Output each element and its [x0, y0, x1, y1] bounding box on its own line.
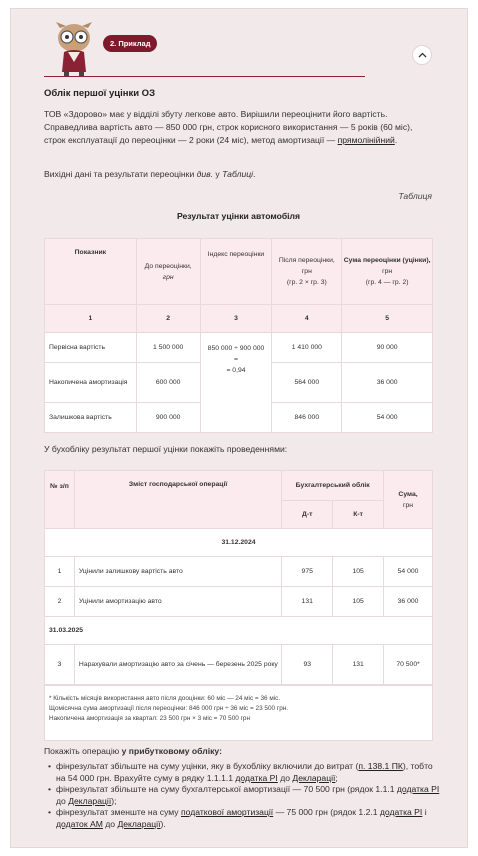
declaration-link[interactable]: Декларації — [117, 818, 161, 829]
operation-text: Нарахували амортизацію авто за січень — березень 2025 року — [74, 645, 281, 685]
col-header-after: Після переоцінки, грн (гр. 2 × гр. 3) — [272, 239, 342, 305]
entries-table — [44, 470, 433, 685]
col-header-debit: Д-т — [282, 501, 333, 529]
row-label: Первісна вартість — [45, 333, 137, 363]
footnote-line: Накопичена амортизація за квартал: 23 500 грн × 3 міс = 70 500 грн — [49, 715, 250, 722]
sum-value: 70 500* — [384, 645, 433, 685]
debit-account: 131 — [282, 587, 333, 617]
date-label: 31.03.2025 — [45, 617, 433, 645]
credit-account: 131 — [333, 645, 384, 685]
footnote — [44, 685, 433, 741]
list-item: • фінрезультат збільште на суму уцінки, яку в бухобліку включили до витрат (п. 138.1 ПК), тобто на 54 000 грн. Врахуйте суму в рядку 1.1.1.1 додатка РІ до Декларації; — [48, 761, 440, 784]
before-value: 600 000 — [136, 363, 200, 403]
row-label: Залишкова вартість — [45, 403, 137, 433]
date-label: 31.12.2024 — [45, 529, 433, 557]
source-text: Вихідні дані та результати переоцінки — [44, 169, 197, 179]
row-number: 2 — [45, 587, 75, 617]
collapse-button[interactable] — [412, 45, 432, 65]
col-header-diff: Сума переоцінки (уцінки), грн (гр. 4 — гр. 2) — [342, 239, 433, 305]
before-value: 1 500 000 — [136, 333, 200, 363]
tax-amortization-link[interactable]: податкової амортизації — [181, 807, 274, 817]
row-number: 1 — [45, 557, 75, 587]
col-number: 1 — [45, 305, 137, 333]
chevron-up-icon — [418, 52, 427, 58]
divider — [44, 76, 365, 77]
intro-end: . — [394, 135, 398, 145]
intro-text: ТОВ «Здорово» має у відділі збуту легкове авто. Вирішили переоцінити його вартість. Справедлива вартість авто — 850 000 грн, строк корисного використання — 5 років (60 міс), строк експлуатації до переоцінки — 2 роки (24 міс), метод амортизації — — [44, 109, 413, 145]
footnote-line: Щомісячна сума амортизації після переоцінки: 846 000 грн ÷ 36 міс = 23 500 грн. — [49, 705, 289, 712]
appendix-ri-link[interactable]: додатка РІ — [379, 807, 423, 817]
operation-text: Уцінили залишкову вартість авто — [74, 557, 281, 587]
after-value: 1 410 000 — [272, 333, 342, 363]
in-text: у — [213, 169, 223, 179]
pk-138-link[interactable]: п. 138.1 ПК — [358, 761, 403, 771]
date-row — [45, 529, 433, 557]
profit-lead-bold: у прибутковому обліку: — [121, 746, 222, 756]
straight-line-method-link[interactable]: прямолінійний — [337, 135, 395, 145]
table-row — [45, 587, 433, 617]
profit-list — [48, 761, 440, 830]
before-value: 900 000 — [136, 403, 200, 433]
appendix-ri-link[interactable]: додатка РІ — [235, 772, 278, 783]
col-header-num: № з/п — [45, 471, 75, 529]
example-badge: 2. Приклад — [103, 35, 157, 52]
section-title: Облік першої уцінки ОЗ — [44, 88, 156, 99]
diff-value: 90 000 — [342, 333, 433, 363]
owl-mascot-icon — [52, 22, 96, 76]
after-value: 846 000 — [272, 403, 342, 433]
debit-account: 975 — [282, 557, 333, 587]
profit-lead — [44, 745, 436, 758]
operation-text: Уцінили амортизацію авто — [74, 587, 281, 617]
source-data-paragraph — [44, 168, 436, 181]
declaration-link[interactable]: Декларації — [292, 772, 336, 783]
table-caption: Результат уцінки автомобіля — [176, 211, 301, 221]
after-value: 564 000 — [272, 363, 342, 403]
col-header-before: До переоцінки, грн — [136, 239, 200, 305]
see-text: див. — [196, 169, 214, 179]
col-header-sum: Сума, грн — [384, 471, 433, 529]
col-number: 3 — [200, 305, 272, 333]
table-row — [45, 557, 433, 587]
reflect-paragraph: У бухобліку результат першої уцінки покажіть проведеннями: — [44, 444, 288, 454]
col-header-indicator: Показник — [45, 239, 137, 305]
col-header-index: Індекс переоцінки — [200, 239, 272, 305]
row-number: 3 — [45, 645, 75, 685]
entries-header-row — [45, 471, 433, 501]
col-number: 5 — [342, 305, 433, 333]
table-row — [45, 645, 433, 685]
col-header-credit: К-т — [333, 501, 384, 529]
profit-lead-text: Покажіть операцію — [44, 746, 122, 756]
footnote-line: * Кількість місяців використання авто після дооцінки: 60 міс — 24 міс = 36 міс. — [49, 695, 281, 702]
col-header-content: Зміст господарської операції — [74, 471, 281, 529]
list-item: • фінрезультат збільште на суму бухгалтерської амортизації — 70 500 грн (рядок 1.1.1 додатка РІ до Декларації); — [48, 784, 440, 807]
date-row — [45, 617, 433, 645]
credit-account: 105 — [333, 587, 384, 617]
sum-value: 54 000 — [384, 557, 433, 587]
index-cell: 850 000 ÷ 900 000 = = 0,94 — [200, 333, 272, 433]
column-number-row — [45, 305, 433, 333]
list-item: • фінрезультат зменште на суму податкової амортизації — 75 000 грн (рядок 1.2.1 додатка РІ і додаток АМ до Декларації). — [48, 807, 440, 830]
appendix-am-link[interactable]: додаток АМ — [56, 818, 103, 829]
col-number: 2 — [136, 305, 200, 333]
sum-value: 36 000 — [384, 587, 433, 617]
debit-account: 93 — [282, 645, 333, 685]
col-number: 4 — [272, 305, 342, 333]
table-ref: Таблиці — [222, 169, 254, 179]
intro-paragraph — [44, 108, 436, 147]
row-label: Накопичена амортизація — [45, 363, 137, 403]
diff-value: 36 000 — [342, 363, 433, 403]
source-end: . — [253, 169, 256, 179]
revaluation-table — [44, 238, 433, 433]
table-label: Таблиця — [398, 191, 432, 201]
appendix-ri-link[interactable]: додатка РІ — [396, 784, 440, 794]
col-header-accounting: Бухгалтерський облік — [282, 471, 384, 501]
credit-account: 105 — [333, 557, 384, 587]
declaration-link[interactable]: Декларації — [68, 795, 112, 806]
diff-value: 54 000 — [342, 403, 433, 433]
table-header-row — [45, 239, 433, 305]
table-row — [45, 333, 433, 363]
